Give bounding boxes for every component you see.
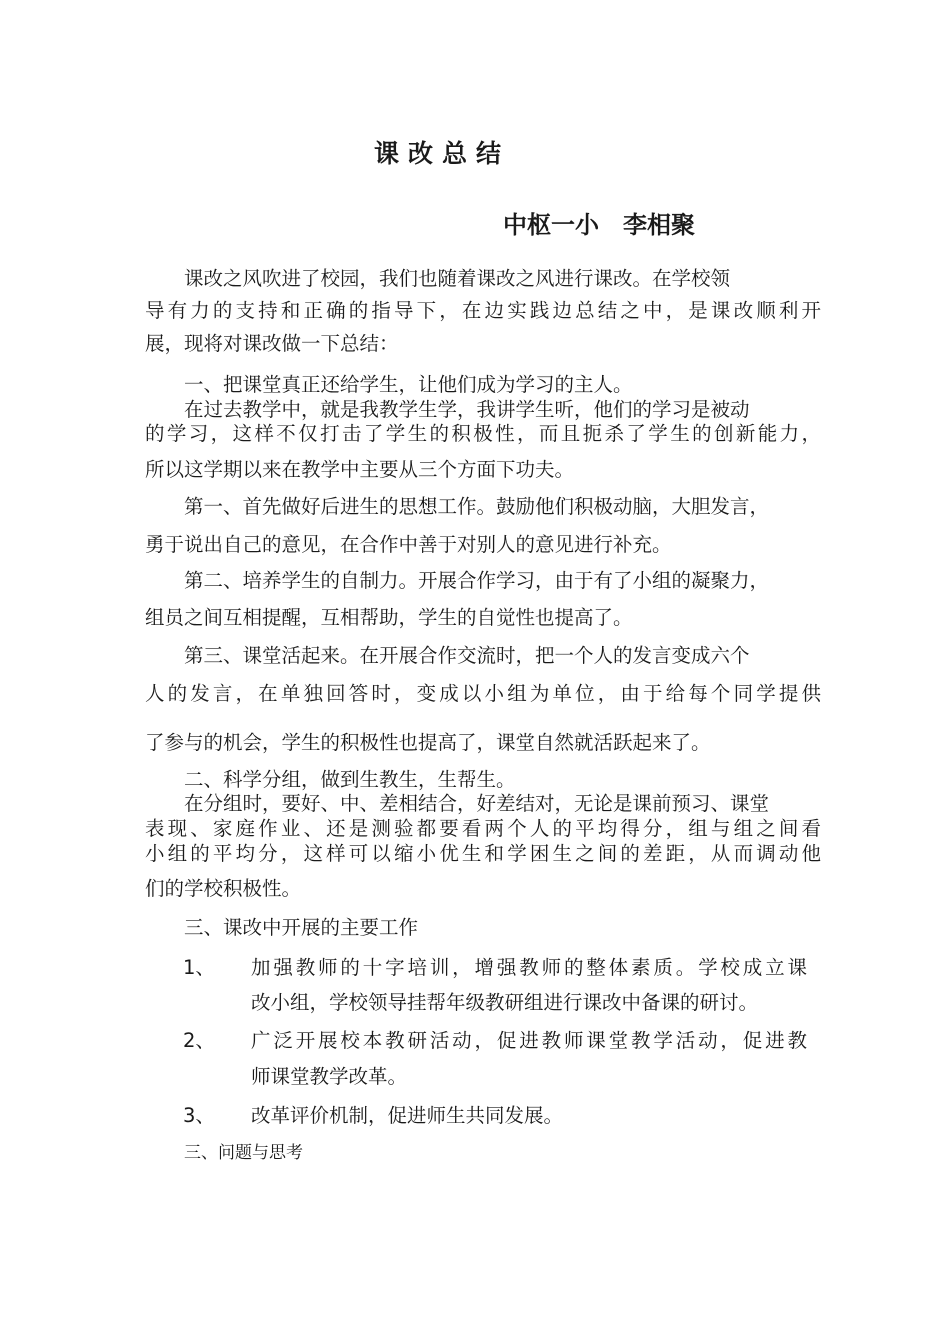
item-3-line-1: 改革评价机制，促进师生共同发展。: [251, 1104, 564, 1127]
section2-heading: 二、科学分组，做到生教生，生帮生。: [184, 768, 516, 791]
first-point-line-1: 第一、首先做好后进生的思想工作。鼓励他们积极动脑，大胆发言，: [184, 495, 770, 518]
section2-para-line-4: 们的学校积极性。: [145, 877, 302, 900]
second-point-line-1: 第二、培养学生的自制力。开展合作学习，由于有了小组的凝聚力，: [184, 569, 770, 592]
section2-para-line-3: 小组的平均分，这样可以缩小优生和学困生之间的差距，从而调动他: [145, 842, 821, 865]
third-point-line-3: 了参与的机会，学生的积极性也提高了，课堂自然就活跃起来了。: [145, 731, 711, 754]
document-title: 课改总结: [374, 139, 511, 168]
third-point-line-1: 第三、课堂活起来。在开展合作交流时，把一个人的发言变成六个: [184, 644, 750, 667]
intro-line-3: 展，现将对课改做一下总结：: [145, 332, 399, 355]
item-1-line-1: 加强教师的十字培训，增强教师的整体素质。学校成立课: [251, 956, 807, 979]
first-point-line-2: 勇于说出自己的意见，在合作中善于对别人的意见进行补充。: [145, 533, 672, 556]
section3-heading: 三、课改中开展的主要工作: [184, 916, 419, 939]
item-1-number: 1、: [183, 956, 215, 979]
section1-heading: 一、把课堂真正还给学生，让他们成为学习的主人。: [184, 373, 633, 396]
third-point-line-2: 人的发言，在单独回答时，变成以小组为单位，由于给每个同学提供: [145, 682, 821, 705]
section1-para-line-3: 所以这学期以来在教学中主要从三个方面下功夫。: [145, 458, 575, 481]
intro-line-1: 课改之风吹进了校园，我们也随着课改之风进行课改。在学校领: [184, 267, 731, 290]
section4-heading: 三、问题与思考: [184, 1143, 303, 1163]
item-2-line-1: 广泛开展校本教研活动，促进教师课堂教学活动，促进教: [251, 1029, 807, 1052]
item-1-line-2: 改小组，学校领导挂帮年级教研组进行课改中备课的研讨。: [251, 991, 759, 1014]
second-point-line-2: 组员之间互相提醒，互相帮助，学生的自觉性也提高了。: [145, 606, 633, 629]
item-2-number: 2、: [183, 1029, 215, 1052]
section1-para-line-1: 在过去教学中，就是我教学生学，我讲学生听，他们的学习是被动: [184, 398, 750, 421]
item-2-line-2: 师课堂教学改革。: [251, 1065, 408, 1088]
author-line: 中枢一小 李相聚: [503, 211, 695, 239]
section2-para-line-1: 在分组时，要好、中、差相结合，好差结对，无论是课前预习、课堂: [184, 792, 770, 815]
section2-para-line-2: 表现、家庭作业、还是测验都要看两个人的平均得分，组与组之间看: [145, 817, 821, 840]
section1-para-line-2: 的学习，这样不仅打击了学生的积极性，而且扼杀了学生的创新能力，: [145, 422, 821, 445]
item-3-number: 3、: [183, 1104, 215, 1127]
intro-line-2: 导有力的支持和正确的指导下，在边实践边总结之中，是课改顺利开: [145, 299, 821, 322]
